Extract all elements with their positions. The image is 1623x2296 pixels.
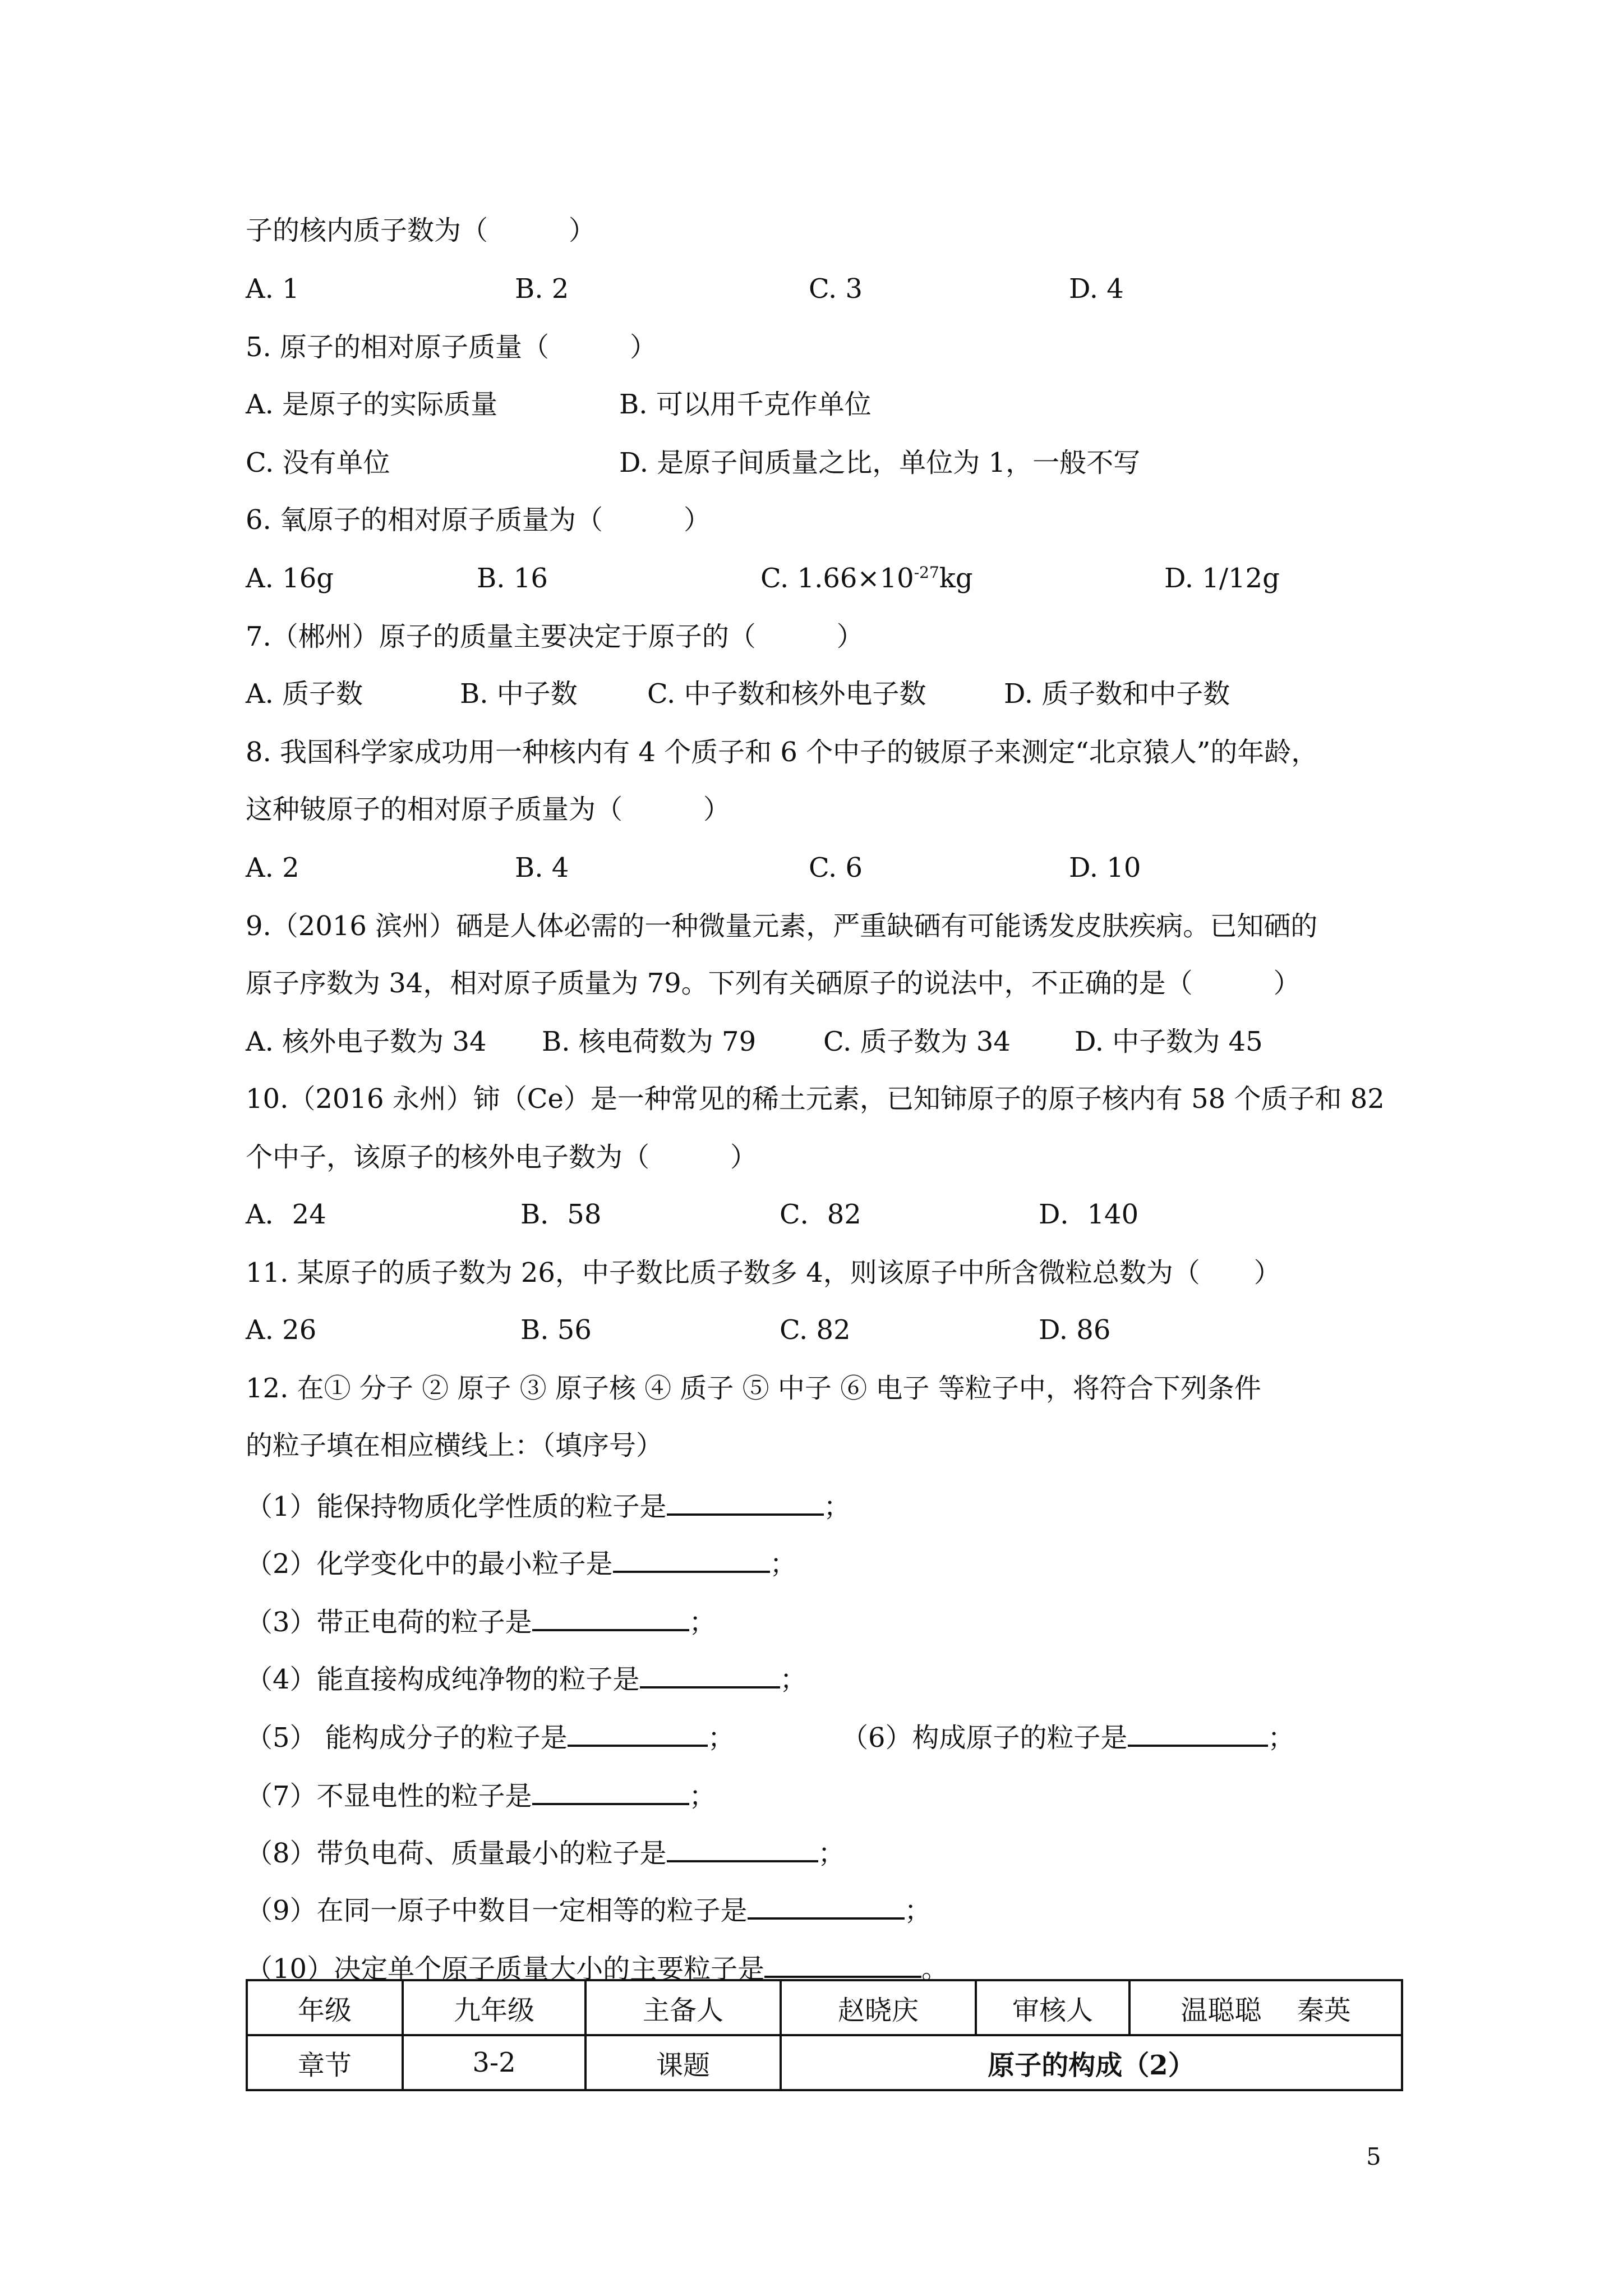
- q6-option-c-base: C. 1.66×10: [760, 563, 914, 594]
- q11-option-c: C. 82: [780, 1314, 851, 1346]
- question-10-text-line-1: 10.（2016 永州）铈（Ce）是一种常见的稀土元素，已知铈原子的原子核内有 58 个质子和 82: [246, 1083, 1385, 1115]
- answer-blank-5[interactable]: [568, 1718, 708, 1747]
- q10-option-d: D．140: [1039, 1199, 1139, 1230]
- answer-blank-1[interactable]: [667, 1487, 824, 1516]
- fill-item-1-punct: ；: [823, 1491, 851, 1522]
- question-11-text: 11. 某原子的质子数为 26，中子数比质子数多 4，则该原子中所含微粒总数为（ ）: [246, 1257, 1281, 1289]
- q10-option-a: A．24: [246, 1199, 326, 1230]
- question-6-text: 6. 氧原子的相对原子质量为（ ）: [246, 504, 711, 536]
- q9-option-a: A. 核外电子数为 34: [246, 1026, 487, 1057]
- fill-item-3: [246, 1602, 716, 1640]
- answer-blank-9[interactable]: [748, 1890, 905, 1920]
- fill-item-1-label: （1）能保持物质化学性质的粒子是: [246, 1491, 667, 1522]
- q11-option-b: B. 56: [520, 1314, 592, 1346]
- answer-blank-3[interactable]: [532, 1602, 689, 1631]
- question-9-text-line-1: 9.（2016 滨州）硒是人体必需的一种微量元素，严重缺硒有可能诱发皮肤疾病。已知硒的: [246, 910, 1318, 942]
- chapter-value-cell: 3-2: [403, 2035, 585, 2090]
- fill-item-6-label: （6）构成原子的粒子是: [841, 1722, 1128, 1754]
- fill-item-10-punct: 。: [921, 1953, 949, 1985]
- q8-option-b: B. 4: [515, 852, 569, 884]
- answer-blank-10[interactable]: [764, 1949, 921, 1978]
- q10-option-b: B．58: [520, 1199, 602, 1230]
- q5-option-b: B. 可以用千克作单位: [619, 389, 872, 420]
- q8-option-c: C. 6: [809, 852, 863, 884]
- fill-item-8: [246, 1833, 845, 1871]
- fill-item-5-punct: ；: [707, 1722, 735, 1754]
- fill-item-2: [246, 1544, 797, 1581]
- fill-item-8-label: （8）带负电荷、质量最小的粒子是: [246, 1838, 667, 1869]
- question-8-text-line-1: 8. 我国科学家成功用一种核内有 4 个质子和 6 个中子的铍原子来测定“北京猿人”的年龄，: [246, 737, 1318, 768]
- fill-item-4: [246, 1659, 807, 1697]
- reviewer-label-cell: 审核人: [976, 1980, 1129, 2035]
- fill-item-7-punct: ；: [689, 1780, 716, 1812]
- q4-option-d: D. 4: [1069, 273, 1124, 305]
- fill-item-9-label: （9）在同一原子中数目一定相等的粒子是: [246, 1895, 748, 1926]
- chapter-label-cell: 章节: [247, 2035, 403, 2090]
- answer-blank-6[interactable]: [1128, 1718, 1268, 1747]
- reviewer-value-cell: 温聪聪 秦英: [1129, 1980, 1402, 2035]
- fill-item-5: [246, 1718, 735, 1755]
- q6-option-c-unit: kg: [939, 563, 973, 594]
- grade-value-cell: 九年级: [403, 1980, 585, 2035]
- question-7-text: 7.（郴州）原子的质量主要决定于原子的（ ）: [246, 621, 864, 652]
- q7-option-a: A. 质子数: [246, 678, 363, 710]
- question-9-text-line-2: 原子序数为 34，相对原子质量为 79。下列有关硒原子的说法中，不正确的是（ ）: [246, 968, 1301, 999]
- q9-option-c: C. 质子数为 34: [823, 1026, 1011, 1057]
- fill-item-7-label: （7）不显电性的粒子是: [246, 1780, 532, 1812]
- preparer-value-cell: 赵晓庆: [781, 1980, 976, 2035]
- answer-blank-2[interactable]: [613, 1544, 770, 1573]
- fill-item-3-punct: ；: [689, 1607, 716, 1638]
- fill-item-2-punct: ；: [769, 1548, 797, 1580]
- fill-item-7: [246, 1776, 716, 1814]
- q7-option-d: D. 质子数和中子数: [1004, 678, 1230, 710]
- question-8-text-line-2: 这种铍原子的相对原子质量为（ ）: [246, 794, 731, 825]
- question-10-text-line-2: 个中子，该原子的核外电子数为（ ）: [246, 1142, 758, 1173]
- preparer-label-cell: 主备人: [585, 1980, 781, 2035]
- q8-option-d: D. 10: [1069, 852, 1141, 884]
- table-row: [247, 1980, 1402, 2035]
- q10-option-c: C．82: [780, 1199, 861, 1230]
- q4-option-c: C. 3: [809, 273, 863, 305]
- fill-item-8-punct: ；: [818, 1838, 845, 1869]
- q6-option-c-exponent: -27: [914, 563, 939, 582]
- q7-option-b: B. 中子数: [460, 678, 578, 710]
- q6-option-a: A. 16g: [246, 563, 334, 594]
- question-4-text: 子的核内质子数为（ ）: [246, 215, 596, 246]
- fill-item-4-label: （4）能直接构成纯净物的粒子是: [246, 1664, 640, 1695]
- q6-option-c: [760, 561, 973, 596]
- q9-option-d: D. 中子数为 45: [1075, 1026, 1263, 1057]
- lesson-info-table: [246, 1979, 1403, 2091]
- answer-blank-4[interactable]: [640, 1659, 780, 1688]
- fill-item-1: [246, 1487, 851, 1524]
- question-5-text: 5. 原子的相对原子质量（ ）: [246, 332, 657, 363]
- grade-label-cell: 年级: [247, 1980, 403, 2035]
- fill-item-9-punct: ；: [904, 1895, 932, 1926]
- q5-option-c: C. 没有单位: [246, 447, 390, 478]
- q11-option-a: A. 26: [246, 1314, 317, 1346]
- q6-option-b: B. 16: [477, 563, 548, 594]
- fill-item-6: [841, 1718, 1295, 1755]
- q6-option-d: D. 1/12g: [1164, 563, 1280, 594]
- fill-item-9: [246, 1890, 932, 1928]
- fill-item-4-punct: ；: [780, 1664, 807, 1695]
- q4-option-a: A. 1: [246, 273, 299, 305]
- topic-label-cell: 课题: [585, 2035, 781, 2090]
- q8-option-a: A. 2: [246, 852, 299, 884]
- fill-item-10-label: （10）决定单个原子质量大小的主要粒子是: [246, 1953, 765, 1985]
- fill-item-3-label: （3）带正电荷的粒子是: [246, 1607, 532, 1638]
- table-row: [247, 2035, 1402, 2090]
- q4-option-b: B. 2: [515, 273, 569, 305]
- q7-option-c: C. 中子数和核外电子数: [647, 678, 926, 710]
- answer-blank-8[interactable]: [667, 1833, 818, 1862]
- fill-item-5-label: （5） 能构成分子的粒子是: [246, 1722, 568, 1754]
- q5-option-a: A. 是原子的实际质量: [246, 389, 498, 420]
- answer-blank-7[interactable]: [532, 1776, 689, 1805]
- q11-option-d: D. 86: [1039, 1314, 1111, 1346]
- question-12-text-line-1: 12. 在① 分子 ② 原子 ③ 原子核 ④ 质子 ⑤ 中子 ⑥ 电子 等粒子中，将符合下列条件: [246, 1373, 1261, 1404]
- topic-value-cell: 原子的构成（2）: [781, 2035, 1402, 2090]
- question-12-text-line-2: 的粒子填在相应横线上：（填序号）: [246, 1430, 663, 1461]
- fill-item-6-punct: ；: [1267, 1722, 1295, 1754]
- page-number: 5: [1366, 2143, 1381, 2170]
- fill-item-2-label: （2）化学变化中的最小粒子是: [246, 1548, 613, 1580]
- q9-option-b: B. 核电荷数为 79: [542, 1026, 757, 1057]
- q5-option-d: D. 是原子间质量之比，单位为 1，一般不写: [619, 447, 1141, 478]
